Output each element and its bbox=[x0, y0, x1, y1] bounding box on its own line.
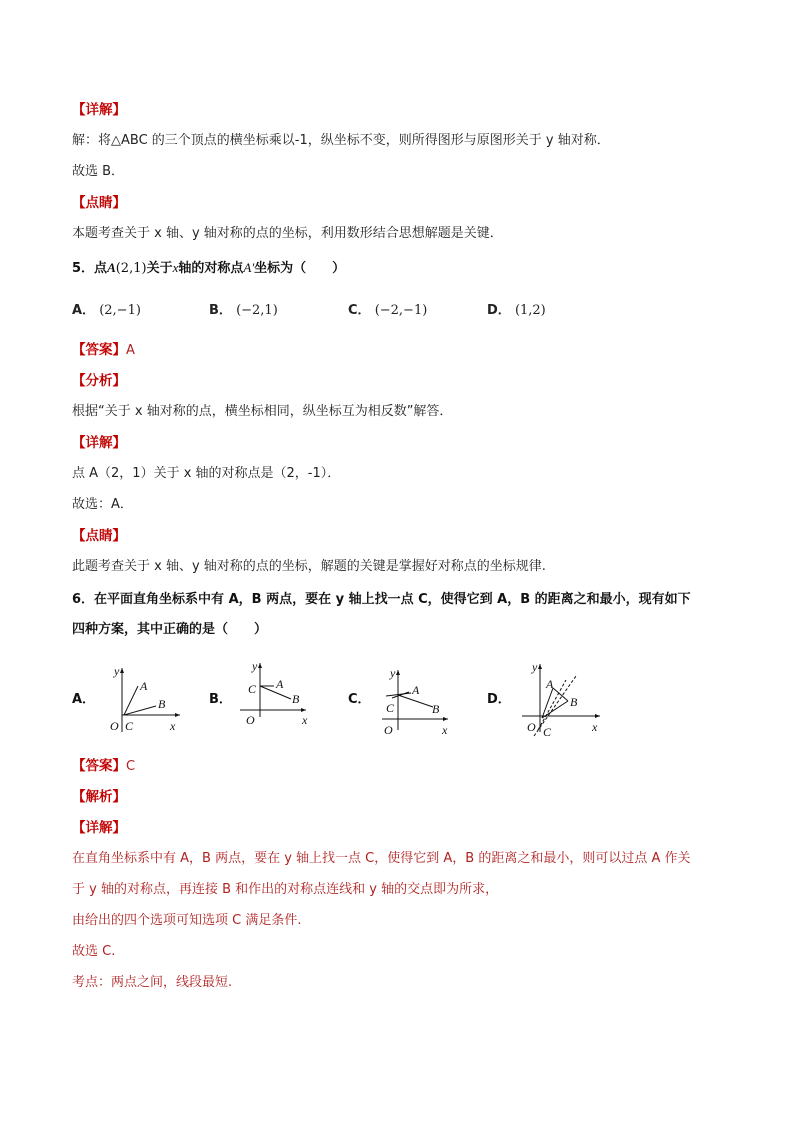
option-value: (1,2) bbox=[514, 303, 546, 318]
x-axis-arrow bbox=[595, 714, 600, 718]
point-tag-5: 【点睛】 bbox=[72, 528, 126, 544]
label-c: C bbox=[125, 719, 134, 733]
label-y: y bbox=[390, 666, 396, 680]
prime-point-label: A' bbox=[243, 260, 255, 275]
option-a[interactable] bbox=[72, 301, 141, 321]
label-o: O bbox=[110, 719, 119, 733]
option-c[interactable] bbox=[348, 301, 427, 321]
analysis-tag-5: 【分析】 bbox=[72, 373, 126, 389]
x-axis-arrow bbox=[175, 713, 180, 717]
segment-ca bbox=[542, 688, 553, 718]
stem-part: 轴的对称点 bbox=[178, 261, 244, 276]
y-axis-arrow bbox=[120, 668, 124, 673]
segment-ca bbox=[124, 686, 138, 715]
q6-option-d-label[interactable]: D． bbox=[487, 692, 511, 707]
detail-text-1: 解：将△ABC 的三个顶点的横坐标乘以-1，纵坐标不变，则所得图形与原图形关于 y 轴对称． bbox=[72, 133, 610, 148]
choice-text-5: 故选：A． bbox=[72, 497, 133, 512]
detail-tag-6: 【详解】 bbox=[72, 820, 126, 836]
option-value: (2,−1) bbox=[99, 303, 141, 318]
point-text-5: 此题考查关于 x 轴、y 轴对称的点的坐标，解题的关键是掌握好对称点的坐标规律. bbox=[72, 559, 546, 574]
label-c: C bbox=[386, 701, 395, 715]
label-y: y bbox=[252, 659, 258, 673]
label-a: A bbox=[276, 677, 284, 691]
answer-line-6 bbox=[72, 756, 135, 777]
choice-text-1: 故选 B． bbox=[72, 164, 125, 179]
axis-label: x bbox=[172, 260, 179, 275]
option-letter: B． bbox=[209, 303, 232, 318]
point-label: A bbox=[107, 260, 116, 275]
label-c: C bbox=[248, 682, 257, 696]
label-o: O bbox=[384, 723, 393, 737]
option-value: (−2,−1) bbox=[374, 303, 428, 318]
answer-value: C bbox=[126, 759, 136, 774]
stem-part: 坐标为（ ） bbox=[254, 261, 346, 276]
question-number: 6． bbox=[72, 592, 95, 607]
label-o: O bbox=[527, 720, 536, 734]
q6-option-c-figure[interactable] bbox=[378, 660, 468, 738]
option-value: (−2,1) bbox=[236, 303, 278, 318]
label-b: B bbox=[570, 695, 578, 709]
label-a: A bbox=[546, 677, 554, 691]
answer-value: A bbox=[126, 343, 135, 358]
option-letter: D． bbox=[487, 303, 511, 318]
option-letter: C． bbox=[348, 303, 371, 318]
q6-option-a-label[interactable]: A． bbox=[72, 692, 96, 707]
label-o: O bbox=[246, 713, 255, 727]
label-b: B bbox=[292, 692, 300, 706]
detail-tag-5: 【详解】 bbox=[72, 435, 126, 451]
label-a: A bbox=[412, 683, 420, 697]
answer-tag: 【答案】 bbox=[72, 342, 126, 358]
label-x: x bbox=[170, 719, 176, 733]
question-6-stem-line1 bbox=[72, 590, 691, 610]
label-c: C bbox=[543, 725, 552, 739]
label-b: B bbox=[158, 697, 166, 711]
answer-tag: 【答案】 bbox=[72, 758, 126, 774]
x-axis-arrow bbox=[301, 708, 306, 712]
option-letter: A． bbox=[72, 303, 96, 318]
detail-text-5: 点 A（2，1）关于 x 轴的对称点是（2，-1）． bbox=[72, 466, 341, 481]
option-d[interactable] bbox=[487, 301, 546, 321]
question-5-stem bbox=[72, 258, 345, 279]
choice-text-6: 故选 C. bbox=[72, 944, 116, 959]
detail-line1-6: 在直角坐标系中有 A，B 两点，要在 y 轴上找一点 C，使得它到 A，B 的距离之和最小，则可以过点 A 作关 bbox=[72, 851, 691, 866]
y-axis-arrow bbox=[396, 670, 400, 675]
q6-option-b-figure[interactable] bbox=[236, 655, 326, 730]
question-6-stem-line2: 四种方案，其中正确的是（ ） bbox=[72, 622, 268, 637]
analysis-text-5: 根据“关于 x 轴对称的点，横坐标相同，纵坐标互为相反数”解答． bbox=[72, 404, 453, 419]
label-x: x bbox=[592, 720, 598, 734]
stem-text: 在平面直角坐标系中有 A，B 两点，要在 y 轴上找一点 C，使得它到 A，B 的距离之和最小，现有如下 bbox=[94, 592, 691, 607]
q6-option-d-figure[interactable] bbox=[518, 656, 608, 740]
label-a: A bbox=[140, 679, 148, 693]
q6-option-b-label[interactable]: B． bbox=[209, 692, 232, 707]
x-axis-arrow bbox=[443, 717, 448, 721]
label-y: y bbox=[532, 660, 538, 674]
kaodian-text-6: 考点：两点之间，线段最短. bbox=[72, 975, 233, 990]
stem-part: 点 bbox=[94, 261, 108, 276]
question-number: 5． bbox=[72, 261, 95, 276]
label-b: B bbox=[432, 702, 440, 716]
point-tag-1: 【点睛】 bbox=[72, 195, 126, 211]
stem-part: 关于 bbox=[146, 261, 173, 276]
analysis-tag-6: 【解析】 bbox=[72, 789, 126, 805]
detail-tag-1: 【详解】 bbox=[72, 102, 126, 118]
answer-line-5 bbox=[72, 340, 135, 361]
label-y: y bbox=[114, 664, 120, 678]
y-axis-arrow bbox=[258, 663, 262, 668]
option-b[interactable] bbox=[209, 301, 278, 321]
y-axis-arrow bbox=[538, 664, 542, 669]
point-coordinate: (2,1) bbox=[115, 261, 147, 276]
q6-option-a-figure[interactable] bbox=[100, 660, 190, 735]
point-text-1: 本题考查关于 x 轴、y 轴对称的点的坐标，利用数形结合思想解题是关键． bbox=[72, 226, 503, 241]
detail-line3-6: 由给出的四个选项可知选项 C 满足条件. bbox=[72, 913, 302, 928]
label-x: x bbox=[302, 713, 308, 727]
q6-option-c-label[interactable]: C． bbox=[348, 692, 371, 707]
detail-line2-6: 于 y 轴的对称点，再连接 B 和作出的对称点连线和 y 轴的交点即为所求， bbox=[72, 882, 499, 897]
label-x: x bbox=[442, 723, 448, 737]
segment-cb bbox=[124, 706, 156, 715]
